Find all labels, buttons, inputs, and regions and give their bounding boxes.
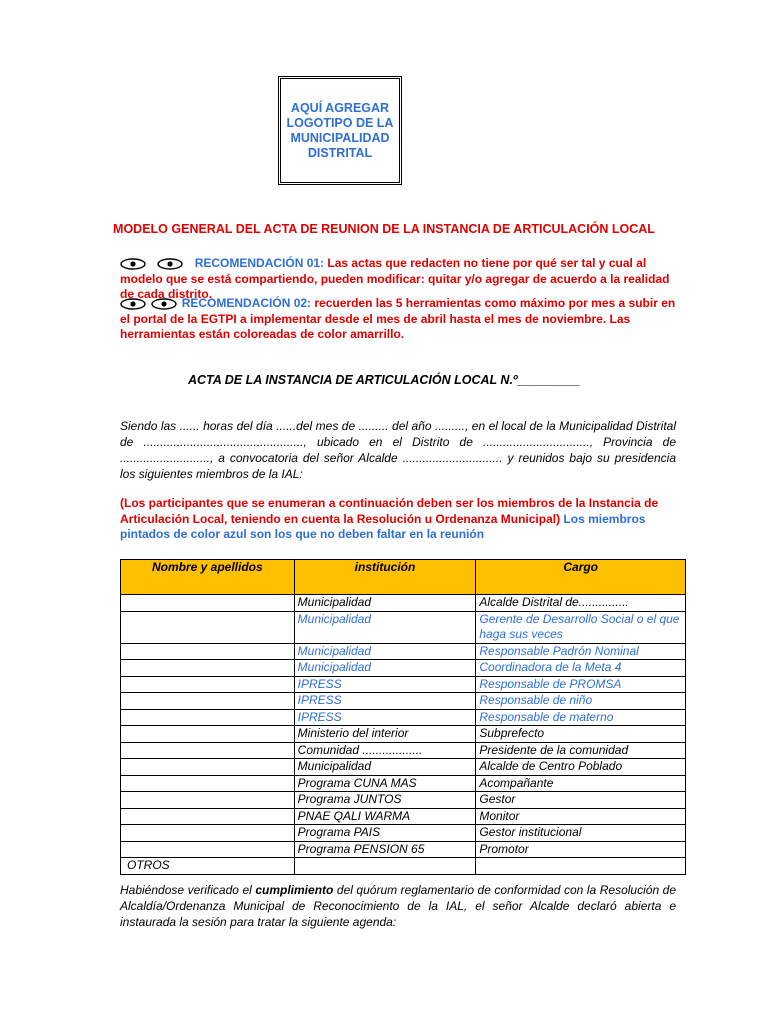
cell-nombre — [121, 660, 295, 677]
table-row — [121, 841, 686, 858]
cell-institucion: IPRESS — [294, 676, 476, 693]
closing-paragraph — [120, 882, 676, 930]
cell-institucion: Municipalidad — [294, 611, 476, 643]
recommendation-text: Las actas que redacten no tiene por qué ser tal y cual al modelo que se está compartiendo, pueden modificar: quitar y/o agregar de acuerdo a la realidad de cada distrito. — [120, 256, 670, 301]
cell-nombre — [121, 825, 295, 842]
members-table-body — [121, 595, 686, 875]
cell-institucion: Programa PAIS — [294, 825, 476, 842]
recommendation-label: RECOMENDACIÓN 01: — [194, 256, 325, 270]
closing-text-before: Habiéndose verificado el — [120, 883, 256, 897]
cell-institucion: Municipalidad — [294, 595, 476, 612]
document-title: MODELO GENERAL DEL ACTA DE REUNION DE LA INSTANCIA DE ARTICULACIÓN LOCAL — [113, 222, 655, 236]
cell-cargo: Responsable Padrón Nominal — [476, 643, 686, 660]
cell-nombre — [121, 643, 295, 660]
cell-nombre — [121, 759, 295, 776]
cell-cargo: Responsable de niño — [476, 693, 686, 710]
table-row — [121, 611, 686, 643]
cell-cargo: Alcalde Distrital de............... — [476, 595, 686, 612]
cell-nombre — [121, 693, 295, 710]
cell-institucion: IPRESS — [294, 693, 476, 710]
cell-institucion: Comunidad .................. — [294, 742, 476, 759]
cell-cargo: Alcalde de Centro Poblado — [476, 759, 686, 776]
table-row — [121, 808, 686, 825]
cell-institucion — [294, 858, 476, 875]
table-row — [121, 709, 686, 726]
header-cargo: Cargo — [476, 560, 686, 595]
recommendation-02 — [120, 296, 680, 343]
table-row — [121, 595, 686, 612]
cell-cargo: Subprefecto — [476, 726, 686, 743]
cell-cargo: Coordinadora de la Meta 4 — [476, 660, 686, 677]
participants-note — [120, 496, 676, 543]
cell-cargo: Acompañante — [476, 775, 686, 792]
cell-institucion: Municipalidad — [294, 643, 476, 660]
cell-nombre — [121, 792, 295, 809]
recommendation-label: RECOMENDACIÓN 02: — [181, 296, 312, 310]
cell-institucion: Municipalidad — [294, 759, 476, 776]
table-row — [121, 775, 686, 792]
acta-title: ACTA DE LA INSTANCIA DE ARTICULACIÓN LOCAL N.º_________ — [187, 373, 581, 387]
cell-cargo: Gestor — [476, 792, 686, 809]
cell-institucion: Programa CUNA MAS — [294, 775, 476, 792]
cell-nombre: OTROS — [121, 858, 295, 875]
cell-nombre — [121, 611, 295, 643]
header-nombre: Nombre y apellidos — [121, 560, 295, 595]
logo-placeholder-text: AQUÍ AGREGAR LOGOTIPO DE LA MUNICIPALIDAD DISTRITAL — [286, 100, 394, 160]
intro-paragraph: Siendo las ...... horas del día ......del mes de ......... del año ........., en el local de la Municipalidad Distrital de ................................................, ubicado en el Distrito de ................................, Provincia de ..........................., a convocatoria del señor Alcalde .............................. y reunidos bajo su presidencia los siguientes miembros de la IAL: — [120, 419, 676, 481]
cell-nombre — [121, 775, 295, 792]
cell-cargo — [476, 858, 686, 875]
eye-icon — [157, 258, 183, 270]
cell-cargo: Responsable de PROMSA — [476, 676, 686, 693]
cell-cargo: Monitor — [476, 808, 686, 825]
table-row — [121, 676, 686, 693]
cell-cargo: Responsable de materno — [476, 709, 686, 726]
closing-text-bold: cumplimiento — [255, 883, 334, 897]
cell-institucion: Programa PENSION 65 — [294, 841, 476, 858]
cell-nombre — [121, 726, 295, 743]
cell-institucion: Ministerio del interior — [294, 726, 476, 743]
table-row — [121, 759, 686, 776]
participants-note-blue: Los miembros pintados de color azul son los que no deben faltar en la reunión — [120, 511, 646, 541]
cell-nombre — [121, 742, 295, 759]
cell-cargo: Gerente de Desarrollo Social o el que haga sus veces — [476, 611, 686, 643]
cell-nombre — [121, 709, 295, 726]
table-row — [121, 858, 686, 875]
table-header-row — [121, 560, 686, 595]
cell-cargo: Promotor — [476, 841, 686, 858]
table-row — [121, 643, 686, 660]
table-row — [121, 660, 686, 677]
cell-institucion: Municipalidad — [294, 660, 476, 677]
eye-icon — [120, 258, 146, 270]
cell-cargo: Presidente de la comunidad — [476, 742, 686, 759]
table-row — [121, 742, 686, 759]
cell-nombre — [121, 595, 295, 612]
closing-text-after: del quórum reglamentario de conformidad con la Resolución de Alcaldía/Ordenanza Municipal de Reconocimiento de la IAL, el señor Alcalde declaró abierta e instaurada la sesión para tratar la siguiente agenda: — [120, 883, 676, 929]
table-row — [121, 792, 686, 809]
table-row — [121, 726, 686, 743]
cell-institucion: Programa JUNTOS — [294, 792, 476, 809]
cell-nombre — [121, 808, 295, 825]
cell-nombre — [121, 841, 295, 858]
eye-icon — [120, 298, 146, 310]
cell-institucion: PNAE QALI WARMA — [294, 808, 476, 825]
participants-note-red: (Los participantes que se enumeran a continuación deben ser los miembros de la Instancia de Articulación Local, teniendo en cuenta la Resolución u Ordenanza Municipal) — [120, 496, 659, 526]
cell-institucion: IPRESS — [294, 709, 476, 726]
eye-icon — [151, 298, 177, 310]
recommendation-text: recuerden las 5 herramientas como máximo por mes a subir en el portal de la EGTPI a implementar desde el mes de abril hasta el mes de noviembre. Las herramientas están coloreadas de color amarrillo. — [120, 296, 676, 341]
logo-placeholder-box — [278, 76, 402, 185]
table-row — [121, 825, 686, 842]
cell-cargo: Gestor institucional — [476, 825, 686, 842]
cell-nombre — [121, 676, 295, 693]
members-table — [120, 559, 686, 875]
table-row — [121, 693, 686, 710]
header-institucion: institución — [294, 560, 476, 595]
